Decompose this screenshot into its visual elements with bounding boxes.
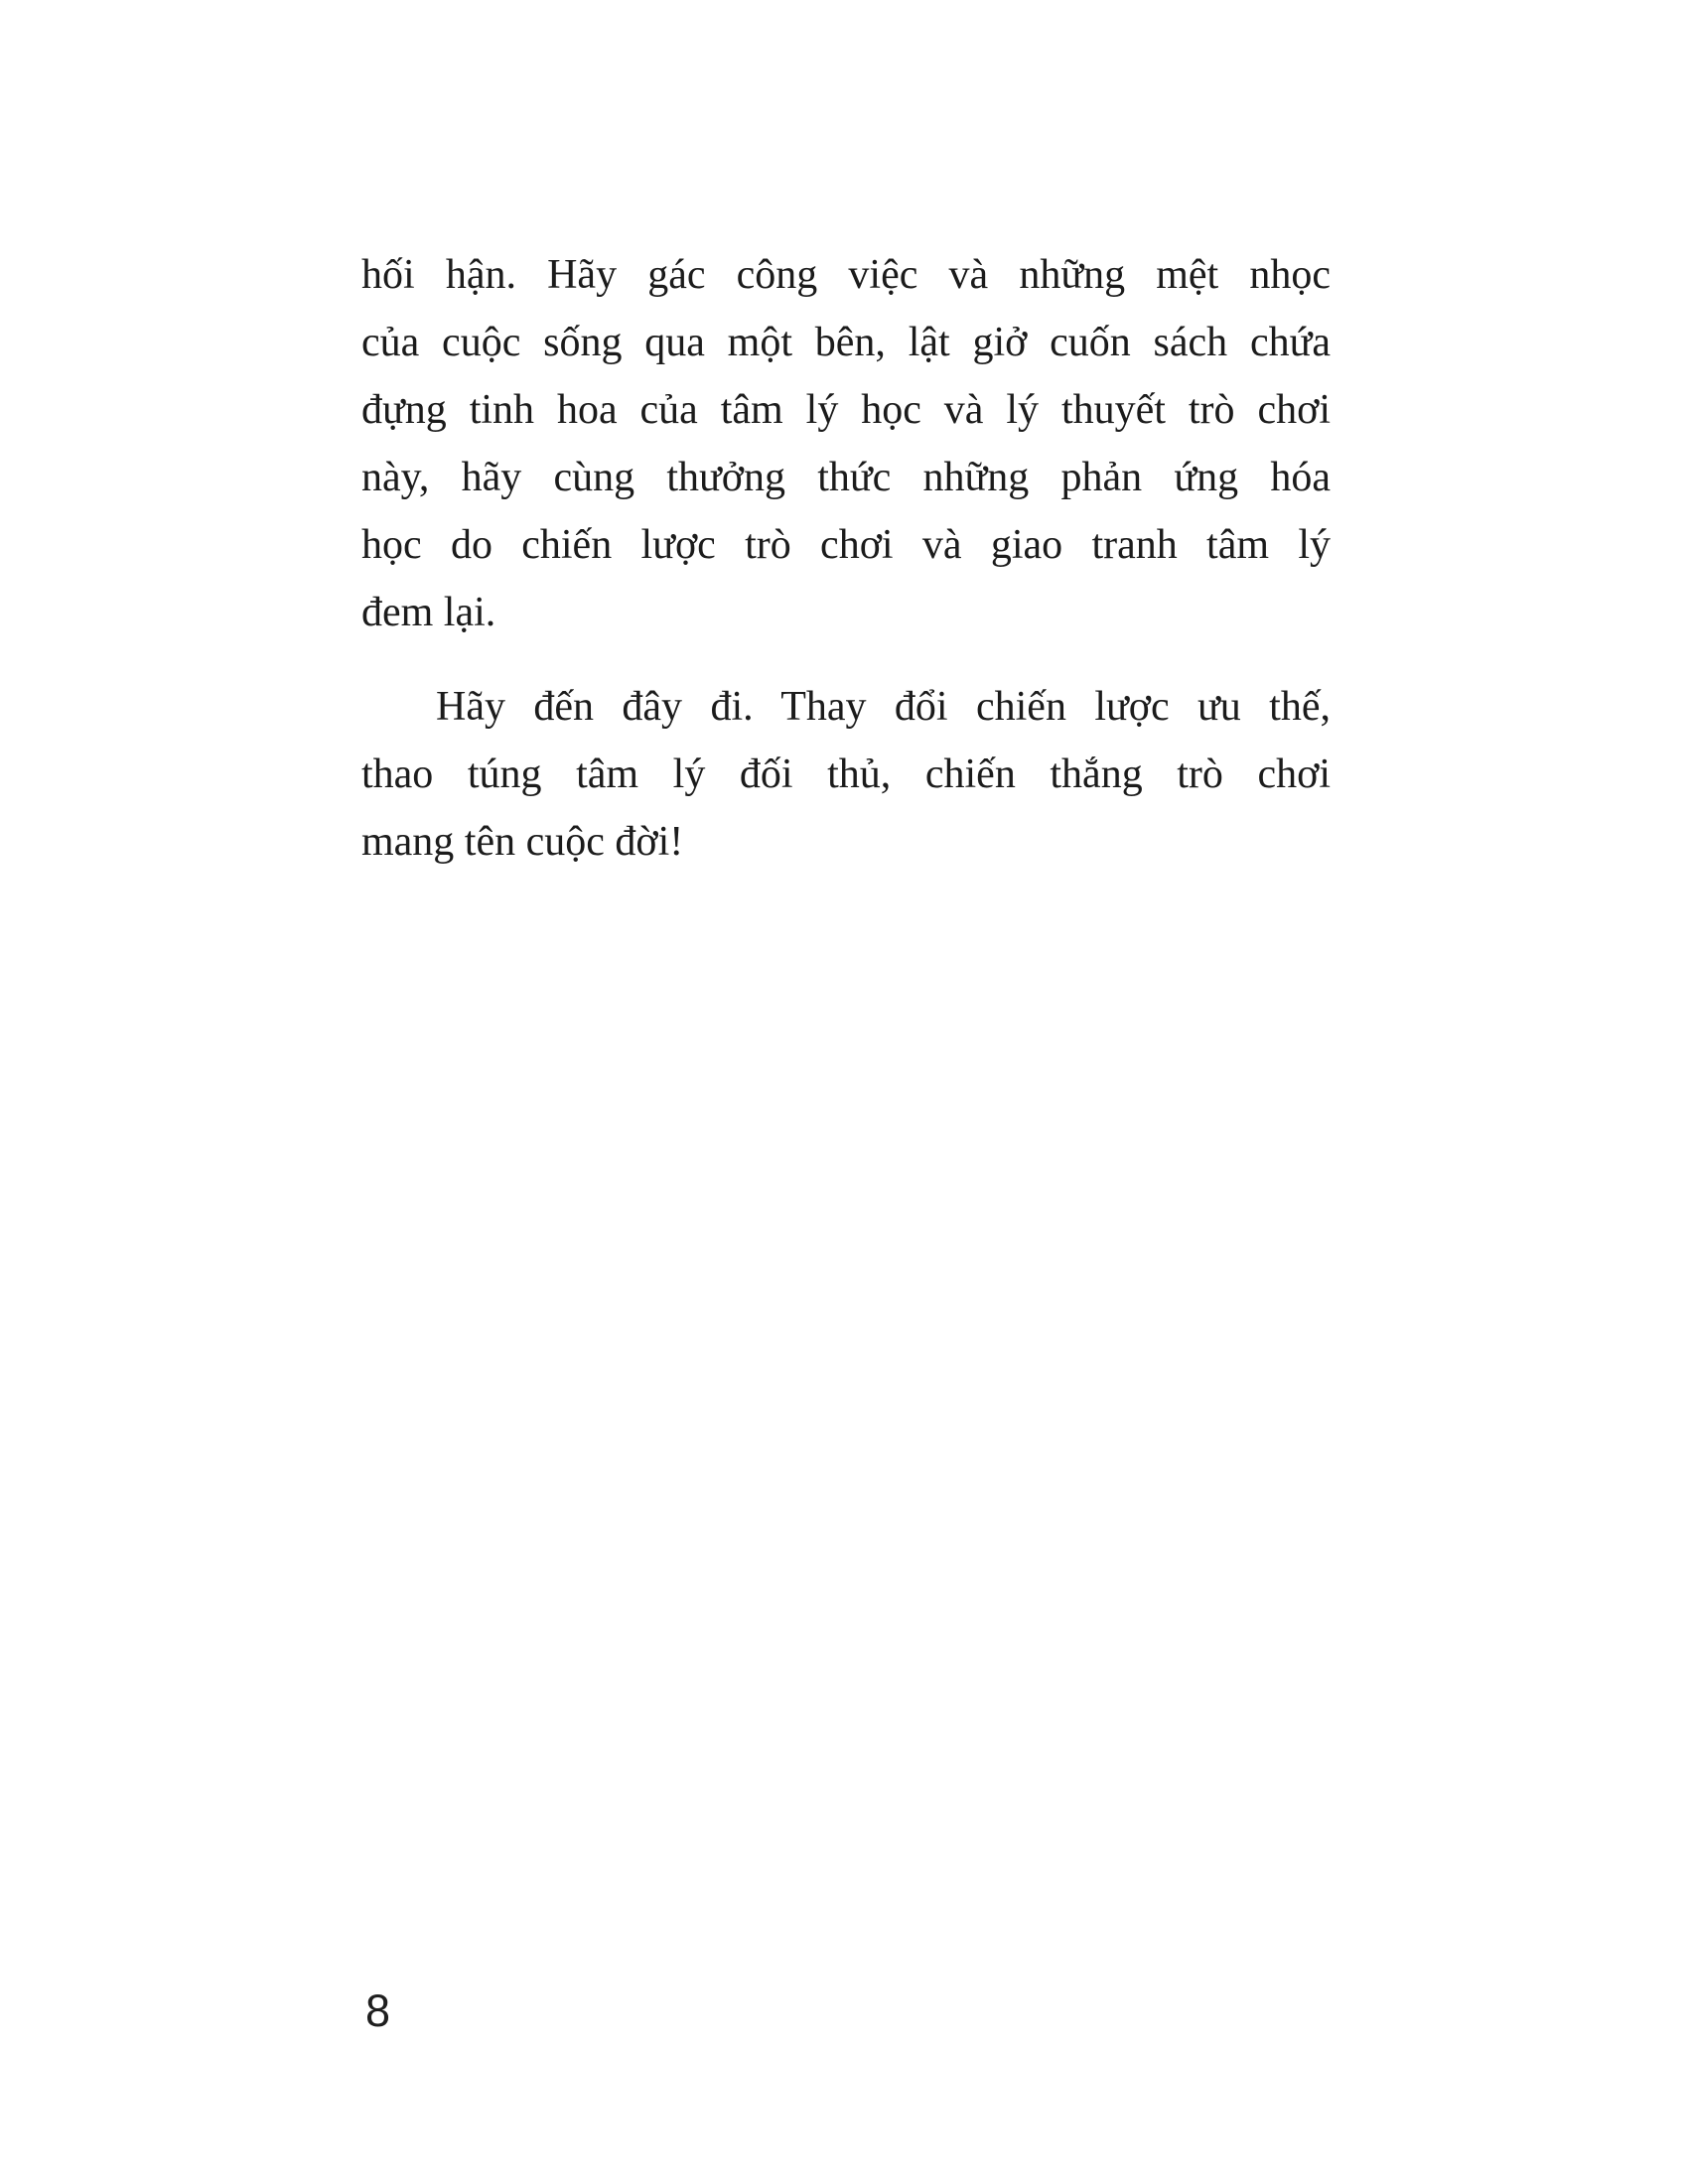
text-line: Hãy đến đây đi. Thay đổi chiến lược ưu thế, <box>436 684 1331 730</box>
text-line: này, hãy cùng thưởng thức những phản ứng hóa <box>361 455 1331 500</box>
text-line: mang tên cuộc đời! <box>361 819 684 865</box>
page-body <box>361 241 1331 876</box>
text-line: thao túng tâm lý đối thủ, chiến thắng trò chơi <box>361 751 1331 797</box>
paragraph-continued <box>361 241 1331 646</box>
text-line: học do chiến lược trò chơi và giao tranh tâm lý <box>361 522 1331 568</box>
text-line: của cuộc sống qua một bên, lật giở cuốn sách chứa <box>361 320 1331 365</box>
text-line: đựng tinh hoa của tâm lý học và lý thuyết trò chơi <box>361 387 1331 433</box>
text-line: đem lại. <box>361 590 496 635</box>
page-number: 8 <box>365 1985 391 2036</box>
paragraph-closing <box>361 673 1331 876</box>
text-line: hối hận. Hãy gác công việc và những mệt nhọc <box>361 252 1331 298</box>
